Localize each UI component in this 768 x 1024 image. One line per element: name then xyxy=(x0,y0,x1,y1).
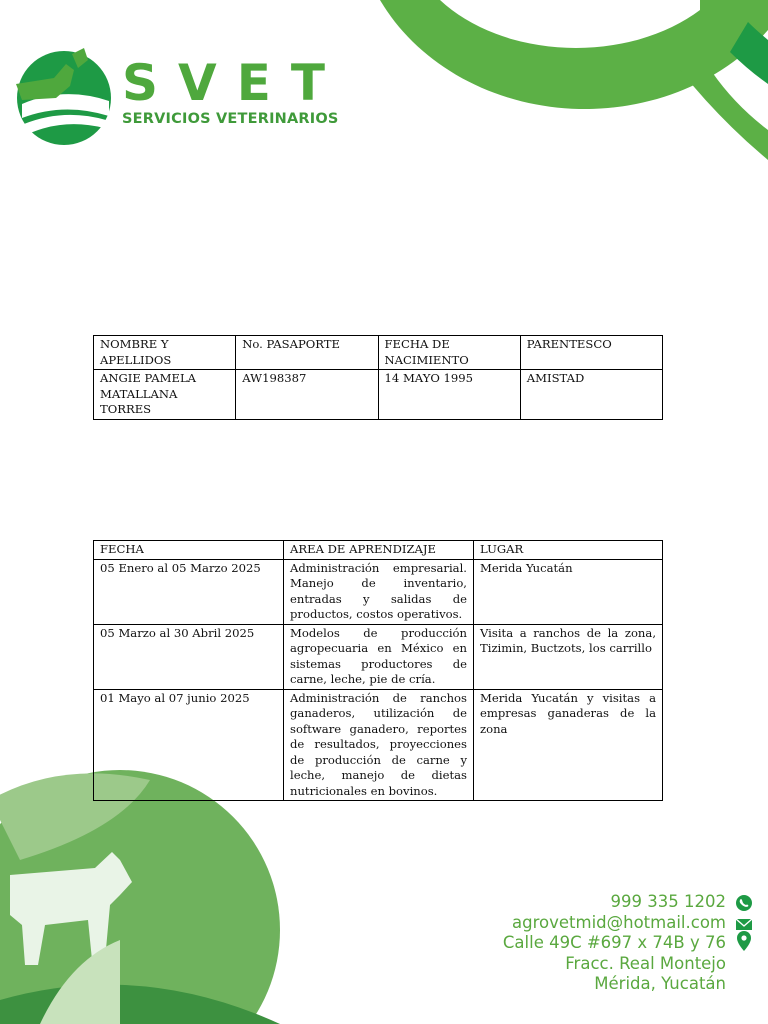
contact-address-line1: Calle 49C #697 x 74B y 76 xyxy=(502,933,726,952)
header-cell: LUGAR xyxy=(474,541,663,560)
table-cell: Merida Yucatán y visitas a empresas ganaderas de la zona xyxy=(474,689,663,801)
table-cell: 14 MAYO 1995 xyxy=(378,370,520,420)
table-cell: AW198387 xyxy=(236,370,378,420)
table-cell: Modelos de producción agropecuaria en México en sistemas productores de carne, leche, pie de cría. xyxy=(284,624,474,689)
training-plan-table xyxy=(93,540,663,801)
location-pin-icon xyxy=(737,931,751,951)
header-cell: AREA DE APRENDIZAJE xyxy=(284,541,474,560)
logo-emblem-icon xyxy=(14,46,114,146)
table-cell: 05 Enero al 05 Marzo 2025 xyxy=(94,559,284,624)
table-row xyxy=(94,624,663,689)
brand-name: SVET xyxy=(122,54,345,112)
table-row xyxy=(94,559,663,624)
table-cell: 01 Mayo al 07 junio 2025 xyxy=(94,689,284,801)
header-cell: NOMBRE Y APELLIDOS xyxy=(94,336,236,370)
brand-tagline: SERVICIOS VETERINARIOS xyxy=(122,111,339,127)
table-row xyxy=(94,689,663,801)
header-cell: FECHA DE NACIMIENTO xyxy=(378,336,520,370)
company-logo xyxy=(14,46,344,146)
contact-block xyxy=(503,892,726,995)
table-cell: ANGIE PAMELA MATALLANA TORRES xyxy=(94,370,236,420)
contact-city: Mérida, Yucatán xyxy=(594,974,726,993)
header-cell: PARENTESCO xyxy=(520,336,662,370)
mail-icon xyxy=(736,919,752,930)
table-cell: 05 Marzo al 30 Abril 2025 xyxy=(94,624,284,689)
table-cell: Administración de ranchos ganaderos, utilización de software ganadero, reportes de resultados, proyecciones de producción de carne y leche, manejo de dietas nutricionales en bovinos. xyxy=(284,689,474,801)
header-cell: FECHA xyxy=(94,541,284,560)
header-cell: No. PASAPORTE xyxy=(236,336,378,370)
right-arc-ring xyxy=(680,70,768,160)
table-row xyxy=(94,370,663,420)
contact-phone: 999 335 1202 xyxy=(610,892,726,911)
contact-email: agrovetmid@hotmail.com xyxy=(512,912,726,932)
table-cell: Merida Yucatán xyxy=(474,559,663,624)
table-cell: AMISTAD xyxy=(520,370,662,420)
table-header-row xyxy=(94,541,663,560)
table-header-row xyxy=(94,336,663,370)
whatsapp-icon xyxy=(736,895,752,911)
table-cell: Administración empresarial. Manejo de inventario, entradas y salidas de productos, costos operativos. xyxy=(284,559,474,624)
contact-icons xyxy=(734,893,756,963)
table-cell: Visita a ranchos de la zona, Tizimin, Buctzots, los carrillo xyxy=(474,624,663,689)
personal-data-table xyxy=(93,335,663,420)
contact-address-line2: Fracc. Real Montejo xyxy=(565,953,726,973)
